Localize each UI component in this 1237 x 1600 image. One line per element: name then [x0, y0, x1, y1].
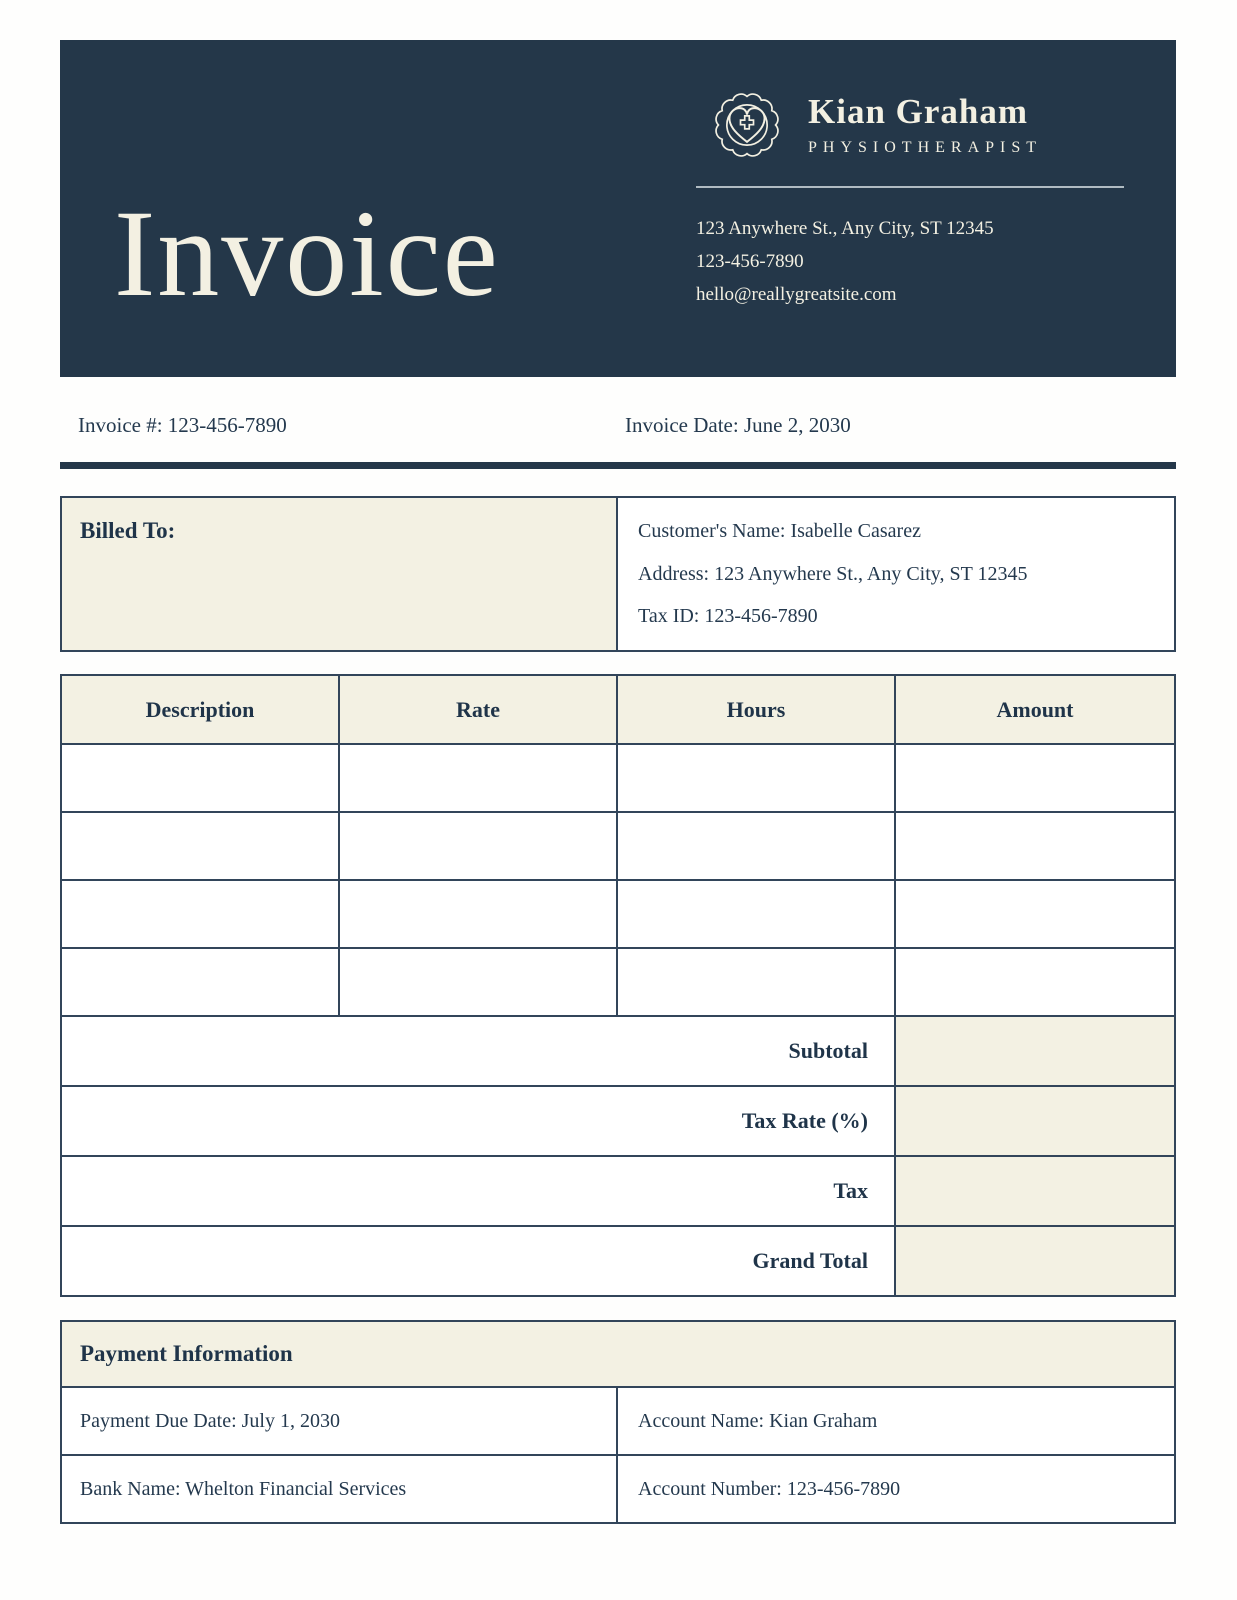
tax-label: Tax	[62, 1157, 896, 1225]
payment-row	[62, 1456, 1174, 1522]
clinic-address: 123 Anywhere St., Any City, ST 12345	[696, 218, 994, 239]
item-hours-cell[interactable]	[618, 813, 896, 879]
item-description-cell[interactable]	[62, 949, 340, 1015]
column-header-amount: Amount	[996, 696, 1074, 722]
clinic-email: hello@reallygreatsite.com	[696, 284, 897, 305]
divider-rule	[60, 462, 1176, 469]
billed-to-label: Billed To:	[80, 518, 176, 543]
clinic-name: Kian Graham	[808, 91, 1029, 131]
column-header-description: Description	[62, 676, 340, 743]
item-amount-cell[interactable]	[896, 881, 1174, 947]
item-row	[62, 881, 1174, 949]
item-description-cell[interactable]	[62, 813, 340, 879]
item-hours-cell[interactable]	[618, 881, 896, 947]
heart-cross-seal-icon	[708, 86, 786, 164]
item-description-cell[interactable]	[62, 745, 340, 811]
subtotal-label: Subtotal	[62, 1017, 896, 1085]
item-rate-cell[interactable]	[340, 949, 618, 1015]
payment-section	[60, 1320, 1176, 1524]
brand-text	[808, 93, 1042, 158]
item-hours-cell[interactable]	[618, 949, 896, 1015]
column-header-rate: Rate	[340, 676, 618, 743]
clinic-phone: 123-456-7890	[696, 251, 804, 272]
customer-details	[618, 498, 1174, 650]
customer-name: Customer's Name: Isabelle Casarez	[638, 520, 921, 542]
summary-row-tax-rate	[62, 1087, 1174, 1157]
tax-rate-label: Tax Rate (%)	[62, 1087, 896, 1155]
item-rate-cell[interactable]	[340, 745, 618, 811]
page-title: Invoice	[114, 185, 500, 322]
payment-due-date: Payment Due Date: July 1, 2030	[62, 1388, 618, 1454]
brand-row	[696, 86, 1124, 164]
tax-value-cell[interactable]	[896, 1157, 1174, 1225]
item-rate-cell[interactable]	[340, 813, 618, 879]
tax-rate-value-cell[interactable]	[896, 1087, 1174, 1155]
billed-to-section	[60, 496, 1176, 652]
customer-address: Address: 123 Anywhere St., Any City, ST 12345	[638, 562, 1028, 585]
items-table	[60, 674, 1176, 1297]
summary-row-subtotal	[62, 1017, 1174, 1087]
item-row	[62, 813, 1174, 881]
account-name: Account Name: Kian Graham	[638, 1409, 878, 1432]
bank-name: Bank Name: Whelton Financial Services	[62, 1456, 618, 1522]
billed-to-box	[62, 498, 618, 650]
grand-total-label: Grand Total	[62, 1227, 896, 1295]
item-amount-cell[interactable]	[896, 745, 1174, 811]
grand-total-value-cell[interactable]	[896, 1227, 1174, 1295]
payment-title: Payment Information	[62, 1322, 1174, 1388]
customer-tax-id: Tax ID: 123-456-7890	[638, 605, 818, 627]
invoice-number: Invoice #: 123-456-7890	[78, 413, 287, 437]
subtotal-value-cell[interactable]	[896, 1017, 1174, 1085]
column-header-hours: Hours	[618, 676, 896, 743]
invoice-date: Invoice Date: June 2, 2030	[625, 413, 851, 437]
header-divider	[696, 186, 1124, 188]
item-row	[62, 745, 1174, 813]
clinic-info	[696, 86, 1124, 311]
clinic-role: PHYSIOTHERAPIST	[808, 139, 1043, 157]
account-number: Account Number: 123-456-7890	[638, 1477, 901, 1500]
item-rate-cell[interactable]	[340, 881, 618, 947]
summary-row-tax	[62, 1157, 1174, 1227]
invoice-header	[60, 40, 1176, 377]
summary-row-grand-total	[62, 1227, 1174, 1295]
clinic-contact	[696, 212, 1124, 311]
item-amount-cell[interactable]	[896, 813, 1174, 879]
item-hours-cell[interactable]	[618, 745, 896, 811]
item-amount-cell[interactable]	[896, 949, 1174, 1015]
item-description-cell[interactable]	[62, 881, 340, 947]
item-row	[62, 949, 1174, 1017]
payment-row	[62, 1388, 1174, 1456]
items-table-header	[62, 676, 1174, 745]
